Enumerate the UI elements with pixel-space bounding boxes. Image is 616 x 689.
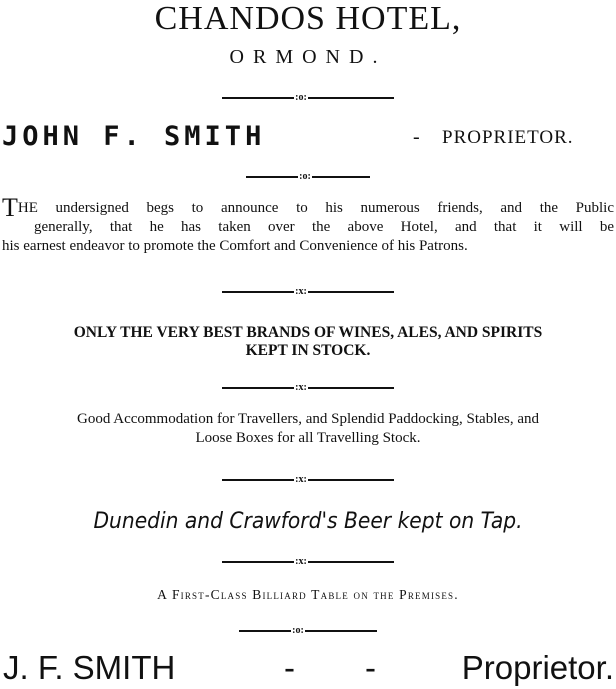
divider-ornament: :x: bbox=[295, 382, 307, 393]
announcement-line-1 bbox=[2, 193, 614, 222]
footer-dash: - bbox=[284, 649, 295, 686]
brands-line-1: ONLY THE VERY BEST BRANDS OF WINES, ALES, AND SPIRITS bbox=[73, 324, 543, 341]
divider-line-right bbox=[308, 387, 394, 389]
divider-line-left bbox=[222, 479, 294, 481]
ornamental-divider bbox=[0, 286, 616, 298]
divider-line-left bbox=[222, 291, 294, 293]
proprietor-line bbox=[0, 122, 616, 152]
divider-line-left bbox=[222, 387, 294, 389]
brands-line-2: KEPT IN STOCK. bbox=[245, 342, 371, 359]
announcement-paragraph bbox=[2, 193, 614, 256]
announcement-line-3: his earnest endeavor to promote the Comfort and Convenience of his Patrons. bbox=[2, 238, 468, 254]
proprietor-name: JOHN F. SMITH bbox=[2, 121, 266, 152]
ornamental-divider bbox=[0, 625, 616, 637]
divider-line-right bbox=[308, 561, 394, 563]
divider-line-left bbox=[222, 561, 294, 563]
ornamental-divider bbox=[0, 556, 616, 568]
divider-ornament: :o: bbox=[292, 625, 304, 636]
proprietor-dash: - bbox=[413, 126, 420, 148]
divider-ornament: :x: bbox=[295, 286, 307, 297]
location-subheading: ORMOND. bbox=[229, 46, 387, 68]
divider-ornament: :x: bbox=[295, 556, 307, 567]
divider-ornament: :o: bbox=[295, 92, 307, 103]
footer-name: J. F. SMITH bbox=[3, 649, 176, 686]
proprietor-title: PROPRIETOR. bbox=[442, 127, 574, 148]
divider-line-right bbox=[308, 97, 394, 99]
divider-line-right bbox=[312, 176, 370, 178]
drop-cap: T bbox=[2, 193, 18, 222]
footer-dash: - bbox=[365, 649, 376, 686]
divider-line-right bbox=[305, 630, 377, 632]
footer-title: Proprietor. bbox=[461, 649, 614, 686]
beer-notice: Dunedin and Crawford's Beer kept on Tap. bbox=[93, 509, 523, 534]
brands-notice bbox=[0, 324, 616, 360]
ornamental-divider bbox=[0, 382, 616, 394]
divider-ornament: :o: bbox=[299, 171, 311, 182]
announcement-line-1-text: HE undersigned begs to announce to his numerous friends, and the Public bbox=[17, 200, 614, 216]
hotel-name-heading: CHANDOS HOTEL, bbox=[154, 0, 462, 37]
footer-signature bbox=[0, 648, 616, 688]
announcement-line-2: generally, that he has taken over the above Hotel, and that it will be bbox=[34, 219, 614, 235]
billiard-notice: A First-Class Billiard Table on the Premises. bbox=[157, 587, 459, 602]
ornamental-divider bbox=[0, 171, 616, 183]
divider-line-right bbox=[308, 291, 394, 293]
accommodation-notice bbox=[0, 410, 616, 448]
divider-line-left bbox=[239, 630, 291, 632]
accommodation-line-1: Good Accommodation for Travellers, and Splendid Paddocking, Stables, and bbox=[76, 411, 540, 427]
ornamental-divider bbox=[0, 474, 616, 486]
divider-ornament: :x: bbox=[295, 474, 307, 485]
ornamental-divider bbox=[0, 92, 616, 104]
accommodation-line-2: Loose Boxes for all Travelling Stock. bbox=[195, 430, 421, 446]
divider-line-left bbox=[246, 176, 298, 178]
divider-line-right bbox=[308, 479, 394, 481]
divider-line-left bbox=[222, 97, 294, 99]
